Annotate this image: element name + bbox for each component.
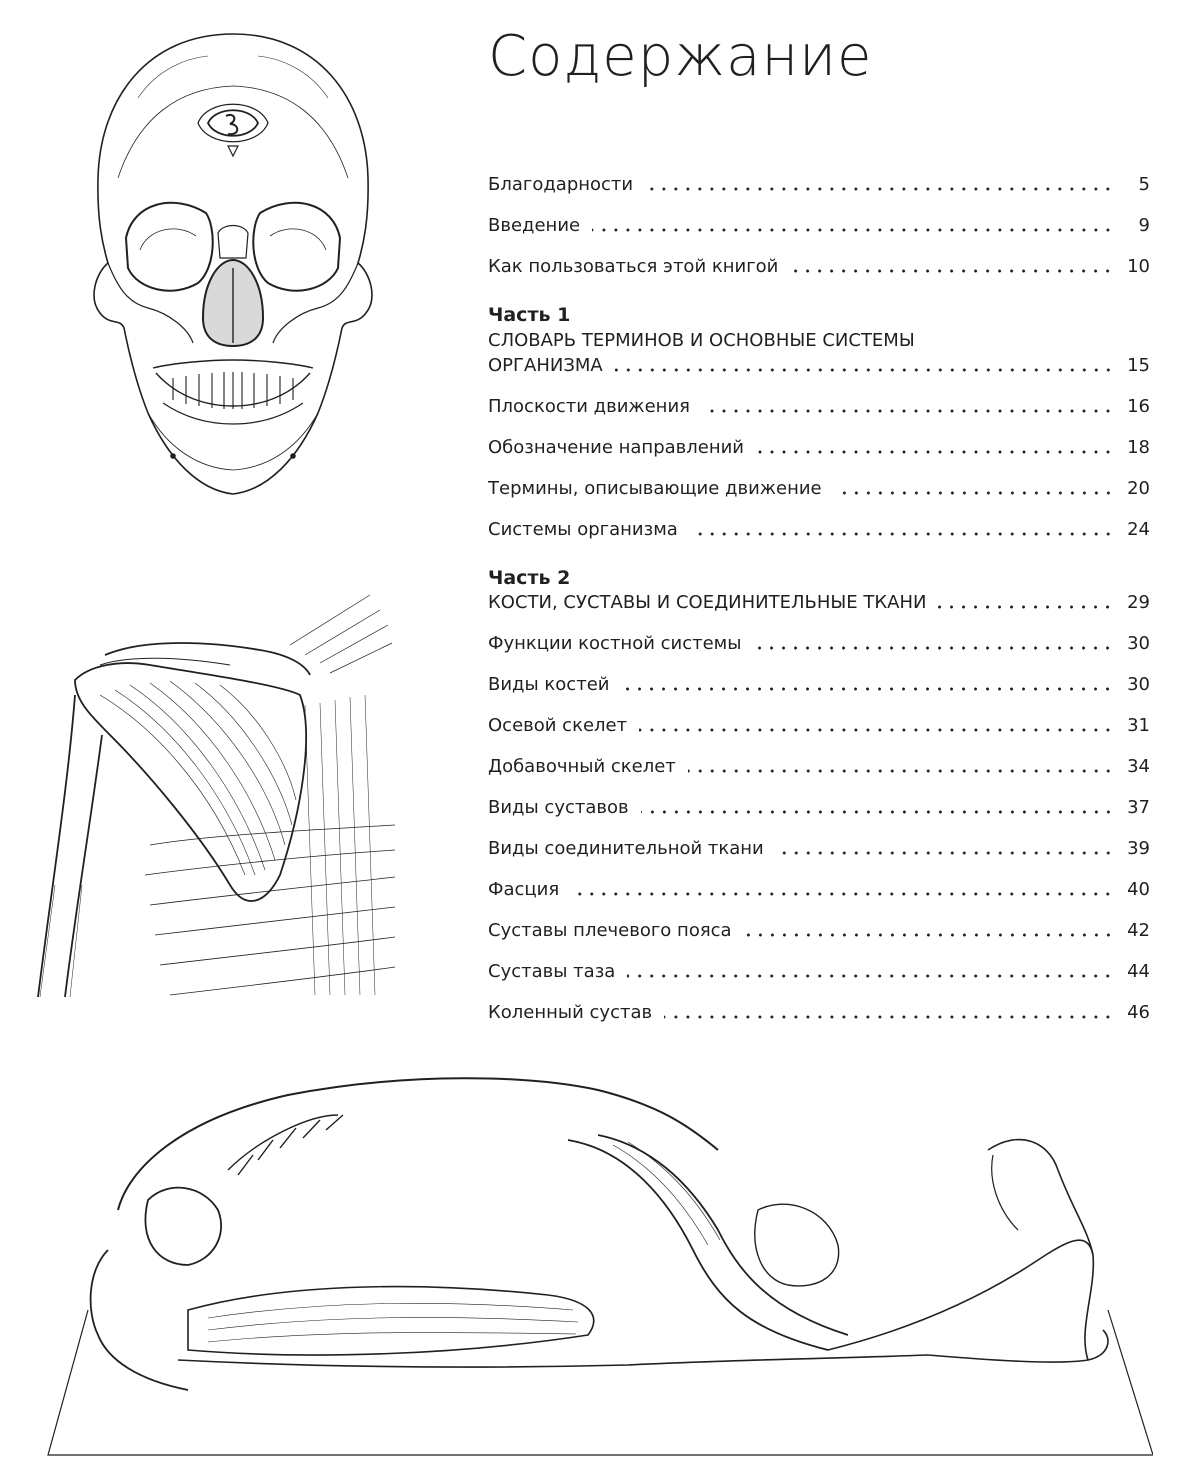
toc-entry-label: Добавочный скелет xyxy=(488,756,676,777)
dot-leader xyxy=(641,810,1114,814)
toc-entry-label: Плоскости движения xyxy=(488,396,690,417)
dot-leader xyxy=(592,228,1114,232)
part2-title: КОСТИ, СУСТАВЫ И СОЕДИНИТЕЛЬНЫЕ ТКАНИ xyxy=(488,592,927,613)
toc-entry xyxy=(488,879,1150,901)
toc-entry-page: 30 xyxy=(1127,633,1150,654)
toc-entry-page: 44 xyxy=(1127,961,1150,982)
toc-entry-page: 29 xyxy=(1127,592,1150,613)
toc-entry-page: 15 xyxy=(1127,355,1150,376)
toc-entry-label: Введение xyxy=(488,215,581,236)
toc-entry-page: 37 xyxy=(1127,797,1150,818)
dot-leader xyxy=(776,851,1114,855)
toc-entry-label: Суставы таза xyxy=(488,961,616,982)
dot-leader xyxy=(702,409,1114,413)
dot-leader xyxy=(744,933,1114,937)
toc-entry xyxy=(488,838,1150,860)
dot-leader xyxy=(834,491,1114,495)
table-of-contents xyxy=(488,22,1150,1043)
toc-entry-label: Виды суставов xyxy=(488,797,629,818)
toc-entry-label: Коленный сустав xyxy=(488,1002,653,1023)
toc-entry-label: Термины, описывающие движение xyxy=(488,478,822,499)
dot-leader xyxy=(645,187,1114,191)
skull-illustration xyxy=(78,28,388,498)
part1-title-line2: ОРГАНИЗМА xyxy=(488,355,603,376)
toc-entry-page: 42 xyxy=(1127,920,1150,941)
toc-entry-page: 39 xyxy=(1127,838,1150,859)
toc-entry-page: 46 xyxy=(1127,1002,1150,1023)
dot-leader xyxy=(615,368,1114,372)
dot-leader xyxy=(639,728,1114,732)
toc-entry xyxy=(488,797,1150,819)
dot-leader xyxy=(627,974,1114,978)
toc-entry-label: Виды костей xyxy=(488,674,610,695)
toc-entry-label: Благодарности xyxy=(488,174,634,195)
toc-entry-page: 31 xyxy=(1127,715,1150,736)
toc-entry xyxy=(488,174,1150,196)
dot-leader xyxy=(621,687,1114,691)
part1-title-entry xyxy=(488,355,1150,377)
toc-entry xyxy=(488,961,1150,983)
toc-entry-label: Функции костной системы xyxy=(488,633,742,654)
toc-entry xyxy=(488,519,1150,541)
toc-entry xyxy=(488,674,1150,696)
toc-entry-label: Обозначение направлений xyxy=(488,437,744,458)
toc-entry xyxy=(488,256,1150,278)
dot-leader xyxy=(938,605,1114,609)
part2-heading: Часть 2 xyxy=(488,567,571,589)
dot-leader xyxy=(571,892,1114,896)
forward-bend-illustration xyxy=(28,1060,1153,1460)
part1-heading: Часть 1 xyxy=(488,304,571,326)
toc-entry-label: Суставы плечевого пояса xyxy=(488,920,732,941)
toc-entry xyxy=(488,478,1150,500)
dot-leader xyxy=(753,646,1114,650)
toc-entry-page: 20 xyxy=(1127,478,1150,499)
toc-entry-page: 34 xyxy=(1127,756,1150,777)
toc-entry-page: 5 xyxy=(1138,174,1150,195)
toc-entry xyxy=(488,756,1150,778)
toc-entry-page: 9 xyxy=(1138,215,1150,236)
toc-entry-page: 30 xyxy=(1127,674,1150,695)
page-title: Содержание xyxy=(488,24,873,89)
toc-entry-page: 40 xyxy=(1127,879,1150,900)
dot-leader xyxy=(690,532,1114,536)
part2-title-entry xyxy=(488,592,1150,614)
dot-leader xyxy=(664,1015,1114,1019)
toc-entry-label: Фасция xyxy=(488,879,560,900)
toc-entry xyxy=(488,396,1150,418)
toc-entry xyxy=(488,1002,1150,1024)
toc-entry xyxy=(488,715,1150,737)
dot-leader xyxy=(688,769,1114,773)
toc-entry xyxy=(488,215,1150,237)
toc-entry xyxy=(488,437,1150,459)
dot-leader xyxy=(756,450,1114,454)
toc-entry-label: Виды соединительной ткани xyxy=(488,838,764,859)
shoulder-illustration xyxy=(30,585,395,1005)
toc-entry-label: Системы организма xyxy=(488,519,678,540)
toc-entry-page: 24 xyxy=(1127,519,1150,540)
dot-leader xyxy=(790,269,1114,273)
toc-entry-label: Осевой скелет xyxy=(488,715,628,736)
toc-entry-label: Как пользоваться этой книгой xyxy=(488,256,779,277)
toc-entry xyxy=(488,633,1150,655)
part1-title-line1: СЛОВАРЬ ТЕРМИНОВ И ОСНОВНЫЕ СИСТЕМЫ xyxy=(488,330,915,351)
toc-entry-page: 10 xyxy=(1127,256,1150,277)
toc-entry-page: 16 xyxy=(1127,396,1150,417)
toc-entry xyxy=(488,920,1150,942)
toc-entry-page: 18 xyxy=(1127,437,1150,458)
